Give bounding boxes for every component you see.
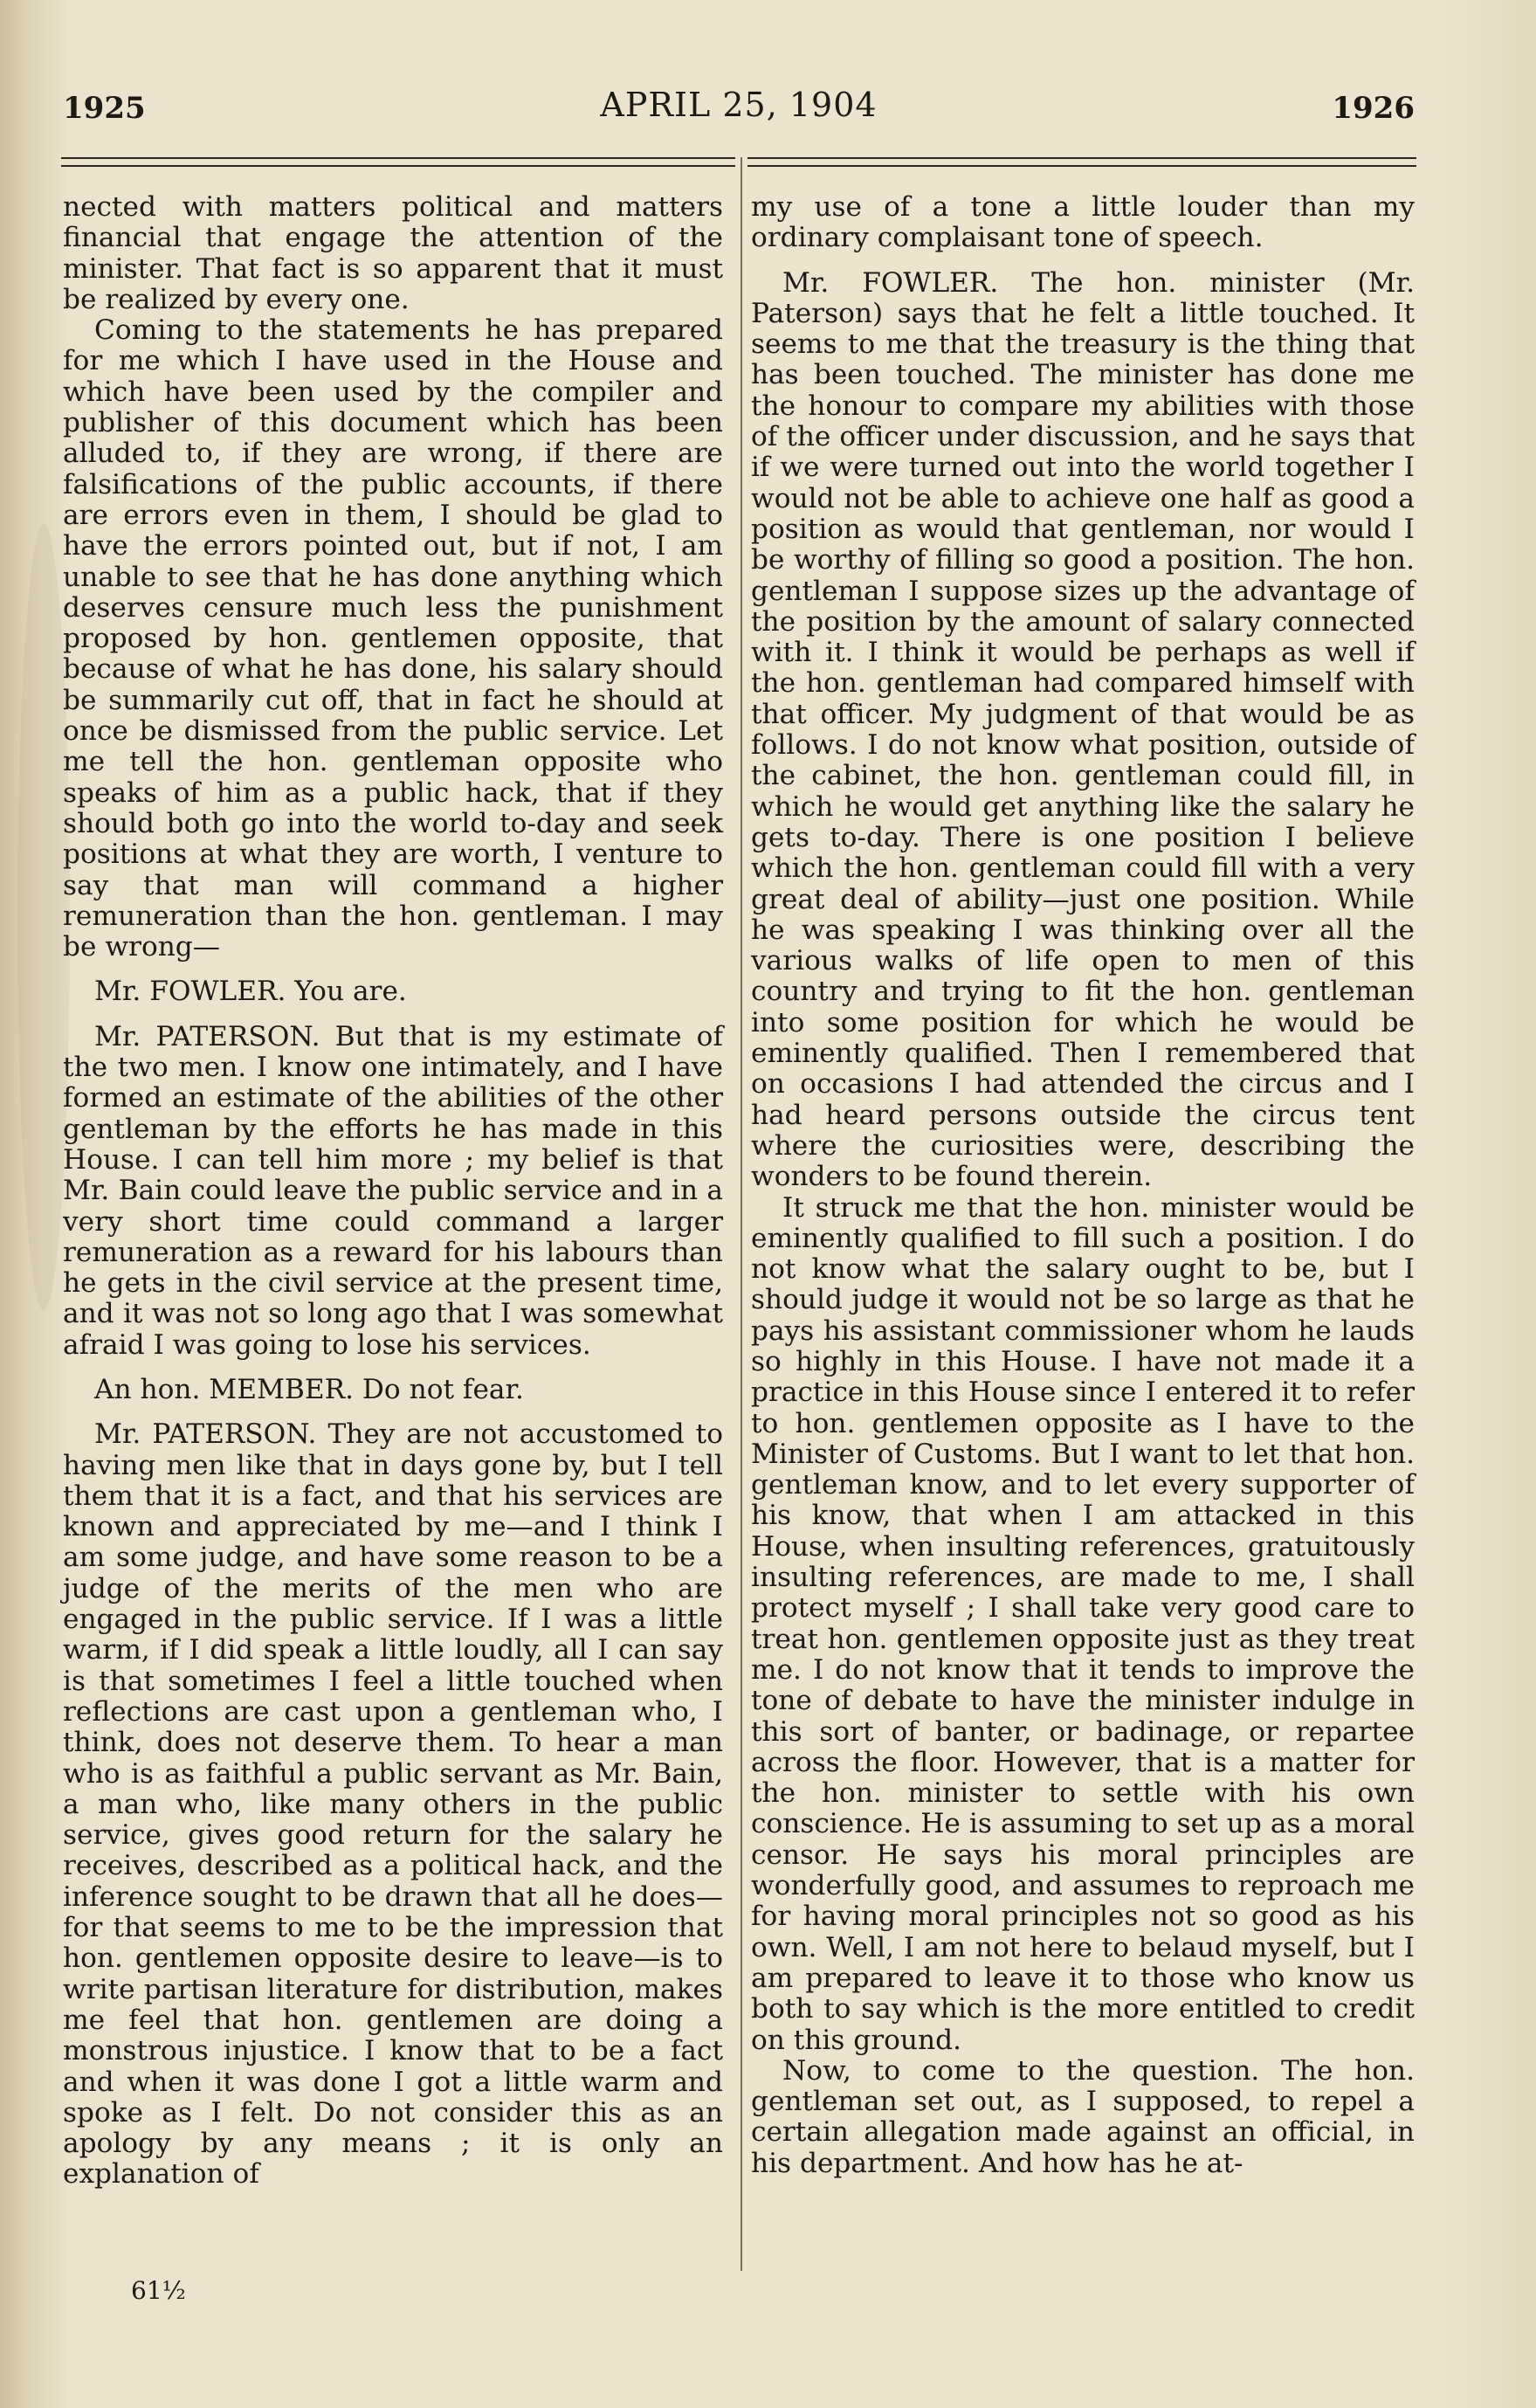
- header-rule-left: [61, 157, 735, 167]
- paragraph: Now, to come to the question. The hon. gentleman set out, as I supposed, to repel a certain allegation made against an official, in his department. And how has he at-: [751, 2054, 1415, 2179]
- paragraph: It struck me that the hon. minister would be eminently qualified to fill such a position. I do not know what the salary ought to be, but I should judge it would not be so large as that he pays his assistant commissioner whom he lauds so highly in this House. I have not made it a practice in this House since I entered it to refer to hon. gentlemen opposite as I have to the Minister of Customs. But I want to let that hon. gentleman know, and to let every supporter of his know, that when I am attacked in this House, when insulting references, gratuitously insulting references, are made to me, I shall protect myself ; I shall take very good care to treat hon. gentlemen opposite just as they treat me. I do not know that it tends to improve the tone of debate to have the minister indulge in this sort of banter, or badinage, or repartee across the floor. However, that is a matter for the hon. minister to settle with his own conscience. He is assuming to set up as a moral censor. He says his moral principles are wonderfully good, and assumes to reproach me for having moral principles not so good as his own. Well, I am not here to belaud myself, but I am prepared to leave it to those who know us both to say which is the more entitled to credit on this ground.: [751, 1191, 1415, 2056]
- left-column: [63, 192, 723, 2191]
- speaker-paragraph: An hon. MEMBER. Do not fear.: [94, 1373, 524, 1405]
- page-number-left: 1925: [63, 91, 146, 126]
- speaker-paragraph: Mr. PATERSON. But that is my estimate of the two men. I know one intimately, and I have formed an estimate of the abilities of the other gentleman by the efforts he has made in this House. I can tell him more ; my belief is that Mr. Bain could leave the public service and in a very short time could command a larger remuneration as a reward for his labours than he gets in the civil service at the present time, and it was not so long ago that I was somewhat afraid I was going to lose his services.: [63, 1020, 723, 1361]
- speaker-paragraph: Mr. FOWLER. The hon. minister (Mr. Paterson) says that he felt a little touched. It seems to me that the treasury is the thing that has been touched. The minister has done me the honour to compare my abilities with those of the officer under discussion, and he says that if we were turned out into the world together I would not be able to achieve one half as good a position as would that gentleman, nor would I be worthy of filling so good a position. The hon. gentleman I suppose sizes up the advantage of the position by the amount of salary connected with it. I think it would be perhaps as well if the hon. gentleman had compared himself with that officer. My judgment of that would be as follows. I do not know what position, outside of the cabinet, the hon. gentleman could fill, in which he would get anything like the salary he gets to-day. There is one position I believe which the hon. gentleman could fill with a very great deal of ability—just one position. While he was speaking I was thinking over all the various walks of life open to men of this country and trying to fit the hon. gentleman into some position for which he would be eminently qualified. Then I remembered that on occasions I had attended the circus and I had heard persons outside the circus tent where the curiosities were, describing the wonders to be found therein.: [751, 266, 1415, 1193]
- speaker-paragraph: Mr. FOWLER. You are.: [94, 976, 407, 1008]
- signature-mark: 61½: [131, 2276, 186, 2305]
- paragraph: Coming to the statements he has prepared for me which I have used in the House and which have been used by the compiler and publisher of this document which has been alluded to, if they are wrong, if there are falsifications of the public accounts, if there are errors even in them, I should be glad to have the errors pointed out, but if not, I am unable to see that he has done anything which deserves censure much less the punishment proposed by hon. gentlemen opposite, that because of what he has done, his salary should be summarily cut off, that in fact he should at once be dismissed from the public service. Let me tell the hon. gentleman opposite who speaks of him as a public hack, that if they should both go into the world to-day and seek positions at what they are worth, I venture to say that man will command a higher remuneration than the hon. gentleman. I may be wrong—: [63, 314, 723, 963]
- page-stain: [17, 524, 70, 1310]
- column-divider: [740, 157, 742, 2271]
- paragraph: nected with matters political and matters financial that engage the attention of the minister. That fact is so apparent that it must be realized by every one.: [63, 191, 723, 315]
- page-number-right: 1926: [1332, 91, 1415, 126]
- speaker-paragraph: Mr. PATERSON. They are not accustomed to having men like that in days gone by, but I tell them that it is a fact, and that his services are known and appreciated by me—and I think I am some judge, and have some reason to be a judge of the merits of the men who are engaged in the public service. If I was a little warm, if I did speak a little loudly, all I can say is that sometimes I feel a little touched when reflections are cast upon a gentleman who, I think, does not deserve them. To hear a man who is as faithful a public servant as Mr. Bain, a man who, like many others in the public service, gives good return for the salary he receives, described as a political hack, and the inference sought to be drawn that all he does—for that seems to me to be the impression that hon. gentlemen opposite desire to leave—is to write partisan literature for distribution, makes me feel that hon. gentlemen are doing a monstrous injustice. I know that to be a fact and when it was done I got a little warm and spoke as I felt. Do not consider this as an apology by any means ; it is only an explanation of: [63, 1418, 723, 2191]
- page-header: [63, 84, 1415, 133]
- page-date: APRIL 25, 1904: [600, 86, 878, 124]
- right-column: [751, 192, 1415, 2179]
- header-rule-right: [747, 157, 1416, 167]
- paragraph: my use of a tone a little louder than my ordinary complaisant tone of speech.: [751, 191, 1415, 254]
